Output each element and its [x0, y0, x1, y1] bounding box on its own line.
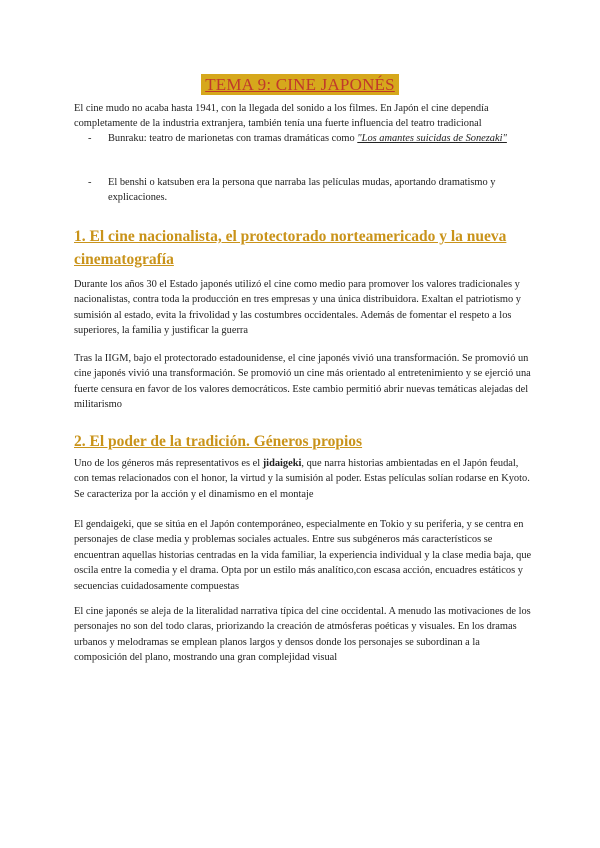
- section-2-paragraph-3: El cine japonés se aleja de la literalidad narrativa típica del cine occidental. A menudo las motivaciones de los personajes no son del todo claras, priorizando la creación de atmósferas poéticas y visuales. En los dramas urbanos y melodramas se emplean planos largos y densos donde los personajes se subordinan a la composición del plano, mostrando una gran complejidad visual: [74, 606, 531, 664]
- bullet-plain-text: Bunraku: teatro de marionetas con tramas dramáticas como: [108, 133, 358, 144]
- section-1-paragraph-1: Durante los años 30 el Estado japonés utilizó el cine como medio para promover los valores tradicionales y nacionalistas, contra toda la producción en tres empresas y una única distribuidora. Exaltan el patriotismo y sumisión al estado, evita la frivolidad y las costumbres occidentales. Además de fomentar el respeto a los superiores, la familia y justificar la guerra: [74, 279, 521, 337]
- bullet-item-bunraku: [88, 131, 528, 146]
- bullet-text: [108, 131, 528, 146]
- section-2-paragraph-1-after: , que narra historias ambientadas en el Japón feudal, con temas relacionados con el honor, la virtud y la sumisión al poder. Estas películas solían rodarse en Kyoto. Se caracteriza por la acción y el dinamismo en el montaje: [74, 458, 530, 500]
- document-title-wrap: [0, 74, 600, 95]
- bullet-dash: -: [88, 177, 92, 188]
- section-1-heading: 1. El cine nacionalista, el protectorado norteamericado y la nueva cinematografía: [74, 228, 507, 268]
- intro-paragraph: El cine mudo no acaba hasta 1941, con la llegada del sonido a los filmes. En Japón el cine dependía completamente de la industria extranjera, también tenía una fuerte influencia del teatro tradicional: [74, 103, 489, 130]
- jidaigeki-term: jidaigeki: [262, 458, 302, 469]
- section-2-paragraph-1: [74, 456, 534, 502]
- bullet-item-benshi: [88, 175, 528, 206]
- bullet-italic-title: "Los amantes suicidas de Sonezaki": [357, 133, 507, 144]
- section-1-paragraph-2: Tras la IIGM, bajo el protectorado estadounidense, el cine japonés vivió una transformación. Se promovió un cine japonés vivió una transformación. Se promovió un cine más orientado al entretenimiento y se ejerció una fuerte censura en favor de los valores democráticos. Este cambio permitió abrir nuevas temáticas alejadas del militarismo: [74, 353, 531, 411]
- section-2-heading: 2. El poder de la tradición. Géneros propios: [74, 433, 363, 450]
- document-title: TEMA 9: CINE JAPONÉS: [201, 74, 399, 95]
- section-2-paragraph-1-before: Uno de los géneros más representativos es el: [74, 458, 263, 469]
- section-2-paragraph-2: El gendaigeki, que se sitúa en el Japón contemporáneo, especialmente en Tokio y su periferia, y se centra en personajes de clase media y problemas sociales actuales. Entre sus subgéneros más característicos se encuentran aquellas historias centradas en la vida familiar, la experiencia individual y la clase media baja, que oscila entre la comedia y el drama. Opta por un estilo más analítico,con escasa acción, encuadres estáticos y secuencias cuidadosamente compuestas: [74, 519, 532, 592]
- bullet-dash: -: [88, 133, 92, 144]
- bullet-text: El benshi o katsuben era la persona que narraba las películas mudas, aportando dramatismo y explicaciones.: [108, 177, 496, 204]
